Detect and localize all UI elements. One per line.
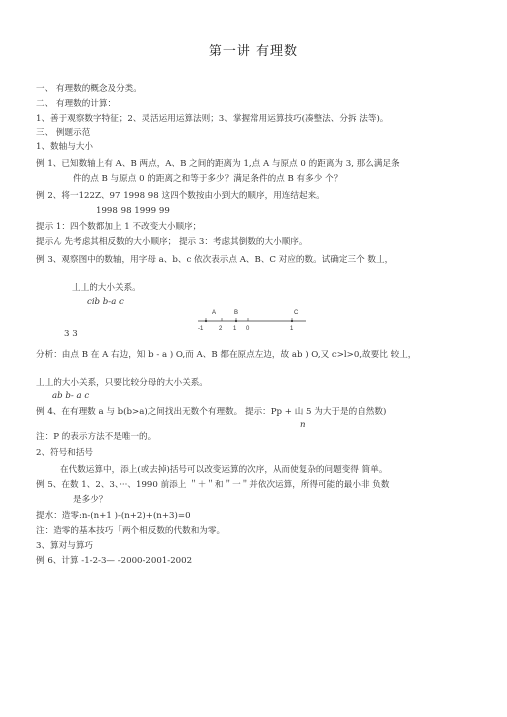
example-4-denominator: n [300, 420, 306, 430]
example-1-line-2: 件的点 B 与原点 0 的距离之和等于多少？满足条件的点 B 有多少 个？ [73, 174, 343, 184]
tick-label: -1 [198, 326, 204, 332]
tick-label: 1 [233, 326, 237, 332]
note-2: 注：造零的基本技巧「两个相反数的代数和为零。 [36, 526, 226, 536]
point-label-b: B [234, 310, 239, 316]
subsection-1-heading: 1、数轴与大小 [36, 142, 94, 152]
point-b-marker [235, 320, 237, 322]
page-title: 第一讲 有理数 [208, 44, 299, 59]
example-2-denominators: 1998 98 1999 99 [96, 206, 170, 216]
tick-label: 2 [219, 326, 223, 332]
point-c-marker [291, 320, 293, 322]
section-2-heading: 二、 有理数的计算： [36, 99, 117, 109]
note-1: 注：P 的表示方法不是唯一的。 [36, 432, 157, 442]
example-3-numerators: 3 3 [64, 329, 78, 339]
point-label-c: C [294, 310, 299, 316]
hint-zero: 提水：造零:n-(n+1 )-(n+2)+(n+3)=0 [36, 511, 191, 521]
example-1-line-1: 例 1、已知数轴上有 A、B 两点，A、B 之间的距离为 1,点 A 与原点 0 的距离为 3, 那么满足条 [36, 159, 400, 169]
example-5-line-1: 例 5、在数 1、2、3、···、1990 前添上 ＂＋＂和＂一＂并依次运算，所得可能的最小非 负数 [36, 480, 390, 490]
example-5-line-2: 是多少？ [73, 495, 108, 505]
subsection-2-heading: 2、符号和括号 [36, 448, 94, 458]
point-label-a: A [212, 310, 217, 316]
example-3-denominators: cib b-a c [87, 297, 124, 307]
point-a-marker [205, 320, 207, 322]
example-4-line: 例 4、在有理数 a 与 b(b>a)之间找出无数个有理数。 提示：Pp + 山 5 为大于是的自然数) [36, 407, 387, 417]
analysis-line-2: 丄丄的大小关系，只要比较分母的大小关系。 [36, 378, 208, 388]
tick-label: 0 [246, 326, 250, 332]
analysis-denominators: ab b- a c [52, 391, 90, 401]
example-2-line-1: 例 2、将一122Z、97 1998 98 这四个数按由小到大的顺序，用连结起来。 [36, 191, 325, 201]
analysis-line-1: 分析：由点 B 在 A 右边，知 b - a ) O,而 A、B 都在原点左边，故 ab ) O,又 c>l>0,故要比 较丄， [36, 350, 417, 360]
subsection-3-heading: 3、算对与算巧 [36, 541, 94, 551]
hint-1: 提示 1：四个数都加上 1 不改变大小顺序； [36, 222, 202, 232]
example-6-line: 例 6、计算 -1-2-3— -2000-2001-2002 [36, 556, 193, 566]
tick-label: 1 [290, 326, 294, 332]
hint-2-3: 提示ん 先考虑其相反数的大小顺序； 提示 3：考虑其倒数的大小顺序。 [36, 237, 308, 247]
example-3-line-1: 例 3、观察图中的数轴，用字母 a、b、c 依次表示点 A、B、C 对应的数。试确定三个 数丄， [36, 255, 394, 265]
brackets-paragraph: 在代数运算中，添上(或去掉)括号可以改变运算的次序，从而使复杂的问题变得 简单。 [60, 465, 388, 475]
section-1-heading: 一、 有理数的概念及分类。 [36, 84, 142, 94]
number-line-figure [198, 303, 308, 335]
calc-techniques-text: 1、善于观察数字特征；2、灵活运用运算法则；3、掌握常用运算技巧(凑整法、分拆 法等)。 [36, 114, 389, 124]
section-3-heading: 三、 例题示范 [36, 128, 91, 138]
example-3-line-2: 丄丄的大小关系。 [72, 283, 141, 293]
